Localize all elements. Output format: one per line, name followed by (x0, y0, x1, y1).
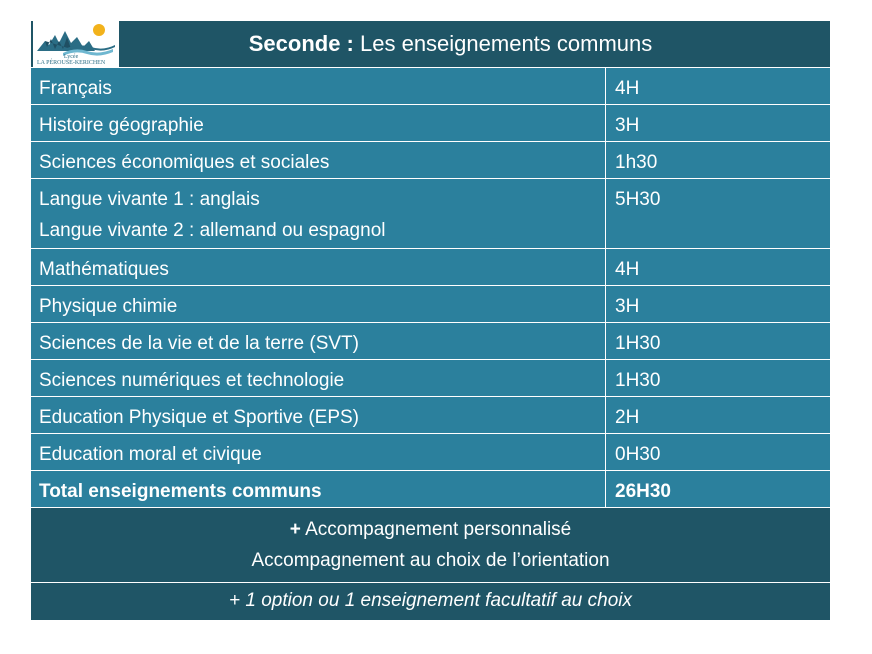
subject-label: Sciences de la vie et de la terre (SVT) (39, 333, 359, 354)
support-line-1-text: Accompagnement personnalisé (300, 519, 572, 540)
page-title-bold: Seconde : (248, 31, 354, 56)
subject-label: Histoire géographie (39, 115, 204, 136)
table-row (31, 249, 831, 286)
table-row (31, 105, 831, 142)
subject-cell (31, 360, 606, 397)
hours-cell: 1H30 (606, 323, 831, 360)
total-label-cell (31, 471, 606, 508)
subject-label: Langue vivante 1 : anglais (39, 189, 260, 210)
school-logo (33, 21, 119, 67)
table-row (31, 323, 831, 360)
hours-cell: 4H (606, 68, 831, 105)
logo-caption-line-2: LA PÉROUSE-KERICHEN (37, 60, 106, 66)
option-cell: + 1 option ou 1 enseignement facultatif au choix (31, 583, 831, 621)
subject-cell (31, 249, 606, 286)
hours-cell: 0H30 (606, 434, 831, 471)
hours-cell: 4H (606, 249, 831, 286)
table-row (31, 68, 831, 105)
page-title (209, 31, 653, 56)
logo-caption-line-1: Lycée (63, 54, 79, 60)
total-hours-cell: 26H30 (606, 471, 831, 508)
subject-label: Sciences numériques et technologie (39, 370, 345, 391)
table-row (31, 142, 831, 179)
table-row (31, 434, 831, 471)
subject-cell (31, 142, 606, 179)
option-row (31, 583, 831, 621)
subject-cell (31, 68, 606, 105)
table-row (31, 179, 831, 249)
support-row (31, 508, 831, 583)
hours-cell: 5H30 (606, 179, 831, 249)
hours-cell: 3H (606, 105, 831, 142)
hours-cell: 1H30 (606, 360, 831, 397)
page-title-rest: Les enseignements communs (353, 31, 653, 56)
plus-sign: + (289, 519, 301, 540)
subjects-body (31, 68, 831, 508)
subject-label: Langue vivante 2 : allemand ou espagnol (39, 220, 386, 241)
table-row (31, 286, 831, 323)
hours-cell: 2H (606, 397, 831, 434)
title-row (31, 21, 831, 68)
hours-cell: 3H (606, 286, 831, 323)
subject-cell (31, 434, 606, 471)
subject-cell (31, 179, 606, 249)
subject-cell (31, 286, 606, 323)
table-row (31, 360, 831, 397)
total-label: Total enseignements communs (39, 481, 322, 502)
subject-label: Français (39, 78, 112, 99)
support-line-1 (31, 514, 830, 545)
hours-cell: 1h30 (606, 142, 831, 179)
title-cell (31, 21, 831, 68)
subject-label: Physique chimie (39, 296, 178, 317)
subject-cell (31, 397, 606, 434)
subject-cell (31, 323, 606, 360)
table-row (31, 397, 831, 434)
curriculum-table (30, 20, 831, 621)
subject-label: Sciences économiques et sociales (39, 152, 330, 173)
subject-label: Education Physique et Sportive (EPS) (39, 407, 360, 428)
subject-label: Mathématiques (39, 259, 169, 280)
support-cell (31, 508, 831, 583)
logo-caption (37, 54, 105, 66)
support-line-2: Accompagnement au choix de l’orientation (251, 550, 610, 571)
subject-label: Education moral et civique (39, 444, 262, 465)
total-row (31, 471, 831, 508)
subject-cell (31, 105, 606, 142)
